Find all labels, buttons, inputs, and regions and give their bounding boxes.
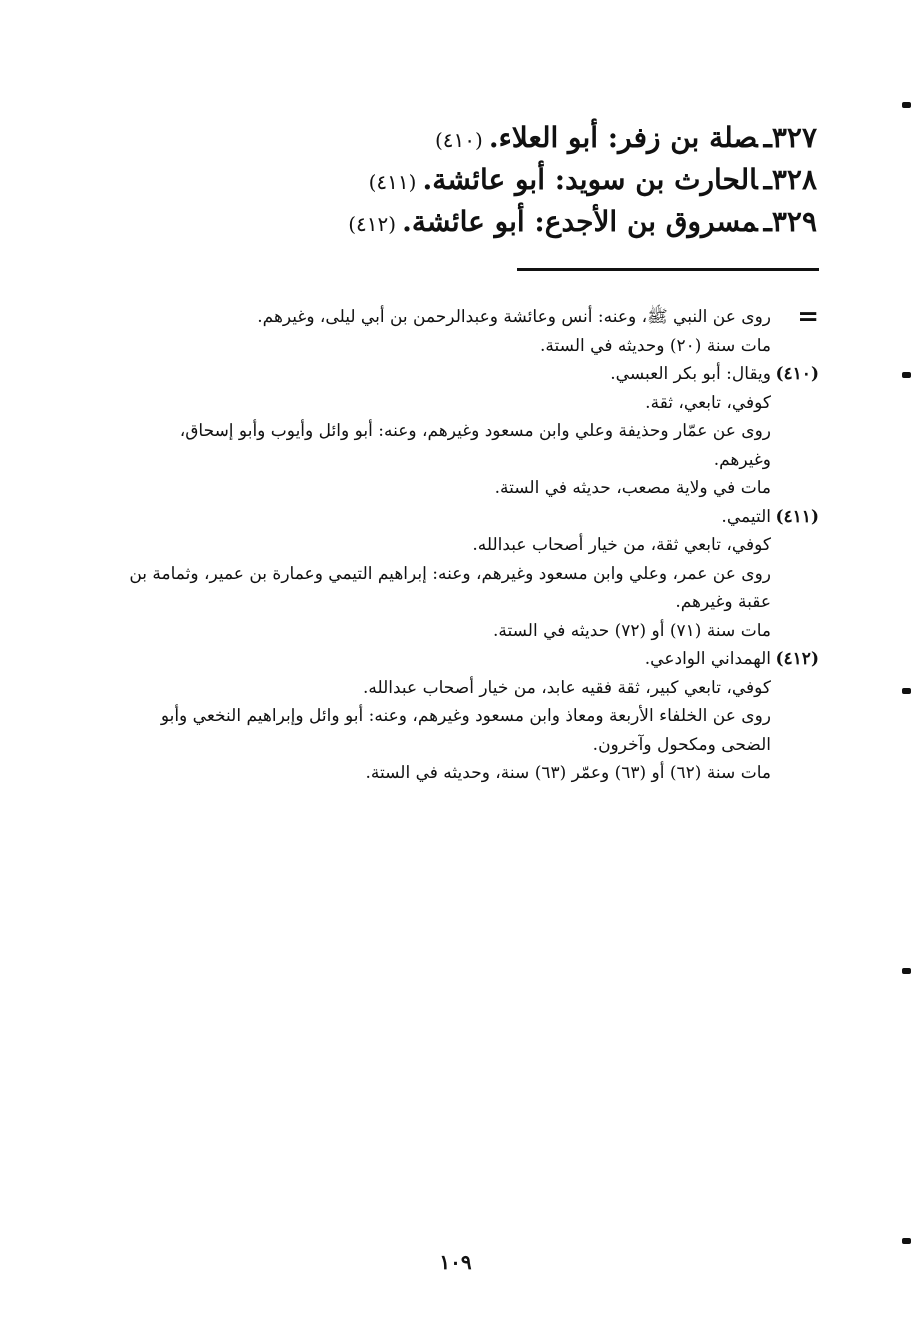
footnote-line: كوفي، تابعي ثقة، من خيار أصحاب عبدالله. (472, 535, 771, 555)
page-number: ١٠٩ (439, 1250, 472, 1274)
footnote-line: روى عن النبي ﷺ، وعنه: أنس وعائشة وعبدالرحمن بن أبي ليلى، وغيرهم. (257, 307, 771, 327)
footnotes (129, 303, 819, 788)
entry-number: ٣٢٧ـ (763, 121, 817, 154)
footnote-line: مات سنة (٢٠) وحديثه في الستة. (540, 335, 771, 356)
footnote-line: روى عن عمر، وعلي وابن مسعود وغيرهم، وعنه: إبراهيم التيمي وعمارة بن عمير، وثمامة بن عقبة وغيرهم. (129, 563, 771, 612)
scan-edge-mark (902, 372, 911, 378)
footnote-line: كوفي، تابعي كبير، ثقة فقيه عابد، من خيار أصحاب عبدالله. (362, 677, 771, 698)
footnote-line: ويقال: أبو بكر العبسي. (610, 364, 771, 384)
entry-text: صلة بن زفر: أبو العلاء. (488, 121, 758, 154)
entry-text: مسروق بن الأجدع: أبو عائشة. (402, 205, 758, 238)
entry-327 (257, 118, 817, 160)
footnote-separator (517, 268, 819, 271)
footnote-line: مات سنة (٧١) أو (٧٢) حديثه في الستة. (492, 620, 771, 641)
footnote-reference: (٤١٠) (434, 128, 483, 152)
entry-text: الحارث بن سويد: أبو عائشة. (422, 163, 758, 196)
footnote-line: الهمداني الوادعي. (644, 649, 771, 669)
footnote-reference: (٤١١) (368, 170, 417, 194)
footnote-number: (٤١١) (775, 506, 819, 527)
scan-edge-mark (902, 102, 911, 108)
footnote-412 (129, 645, 819, 788)
entry-number: ٣٢٨ـ (763, 163, 817, 196)
footnote-line: روى عن الخلفاء الأربعة ومعاذ وابن مسعود وغيرهم، وعنه: أبو وائل وإبراهيم النخعي وأبو الضحى ومكحول وآخرون. (160, 706, 771, 755)
footnote-line: روى عن عمّار وحذيفة وعلي وابن مسعود وغيرهم، وعنه: أبو وائل وأيوب وأبو إسحاق، وغيرهم. (179, 421, 771, 470)
footnote-number: (٤١٠) (775, 364, 819, 384)
footnote-continuation (129, 303, 819, 360)
scan-edge-mark (902, 688, 911, 694)
entry-329 (257, 202, 817, 244)
footnote-line: مات في ولاية مصعب، حديثه في الستة. (494, 478, 771, 498)
footnote-410 (129, 360, 819, 503)
scan-edge-mark (902, 1238, 911, 1244)
scan-edge-mark (902, 968, 911, 974)
footnote-number: (٤١٢) (775, 649, 819, 669)
continuation-mark: = (797, 302, 819, 332)
footnote-411 (129, 503, 819, 646)
footnote-line: التيمي. (721, 506, 771, 527)
footnote-line: مات سنة (٦٢) أو (٦٣) وعمّر (٦٣) سنة، وحديثه في الستة. (365, 763, 771, 783)
narrator-entries (257, 118, 817, 244)
entry-328 (257, 160, 817, 202)
footnote-line: كوفي، تابعي، ثقة. (645, 392, 771, 413)
footnote-reference: (٤١٢) (348, 212, 397, 236)
entry-number: ٣٢٩ـ (763, 205, 817, 238)
